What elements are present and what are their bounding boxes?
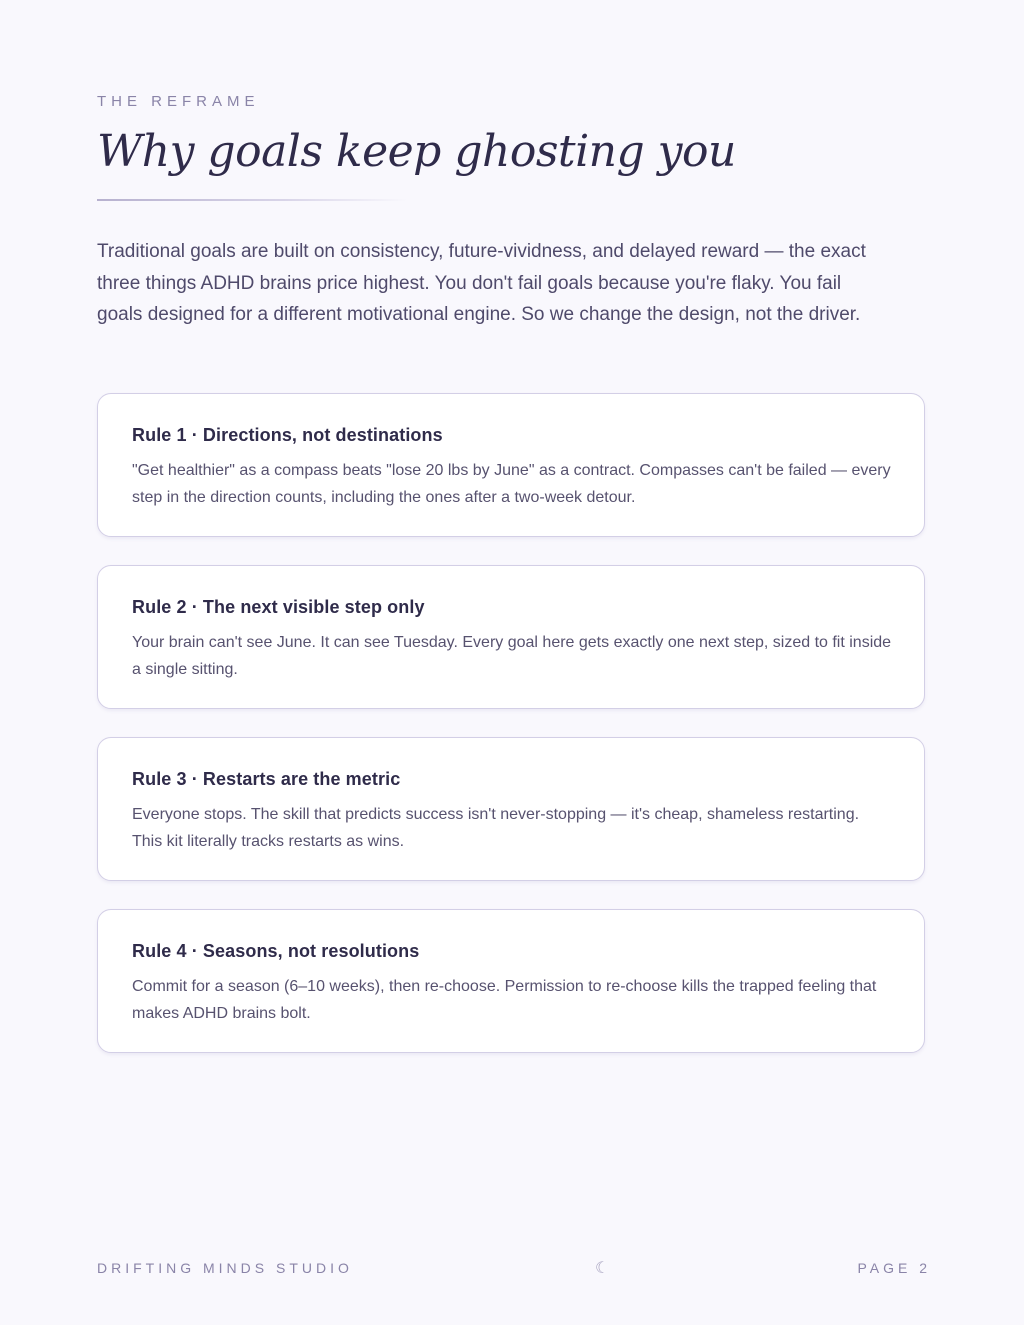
rule-card-body: Everyone stops. The skill that predicts success isn't never-stopping — it's cheap, shameless restarting. This kit literally tracks restarts as wins. <box>132 806 860 850</box>
rule-card-title: Rule 4 · Seasons, not resolutions <box>132 941 420 961</box>
rule-card-1 <box>97 393 925 537</box>
rule-card-body: Commit for a season (6–10 weeks), then re-choose. Permission to re-choose kills the trapped feeling that makes ADHD brains bolt. <box>132 978 877 1022</box>
page-footer <box>97 1260 931 1280</box>
rule-card-title: Rule 3 · Restarts are the metric <box>132 769 401 789</box>
rule-card-4 <box>97 909 925 1053</box>
rule-card-3 <box>97 737 925 881</box>
page-title: Why goals keep ghosting you <box>97 126 736 177</box>
rule-card-body: "Get healthier" as a compass beats "lose 20 lbs by June" as a contract. Compasses can't be failed — every step in the direction counts, including the ones after a two-week detour. <box>132 462 891 506</box>
intro-paragraph: Traditional goals are built on consistency, future-vividness, and delayed reward — the exact three things ADHD brains price highest. You don't fail goals because you're flaky. You fail goals designed for a different motivational engine. So we change the design, not the driver. <box>97 241 866 325</box>
section-eyebrow: THE REFRAME <box>97 93 260 110</box>
page-number: PAGE 2 <box>857 1260 931 1276</box>
rule-card-body: Your brain can't see June. It can see Tuesday. Every goal here gets exactly one next step, sized to fit inside a single sitting. <box>132 634 892 678</box>
rule-card-title: Rule 2 · The next visible step only <box>132 597 425 617</box>
rule-card-2 <box>97 565 925 709</box>
rule-card-title: Rule 1 · Directions, not destinations <box>132 425 443 445</box>
crescent-moon-icon: ☾ <box>595 1260 610 1277</box>
footer-brand: DRIFTING MINDS STUDIO <box>97 1260 353 1276</box>
title-divider <box>97 199 407 201</box>
